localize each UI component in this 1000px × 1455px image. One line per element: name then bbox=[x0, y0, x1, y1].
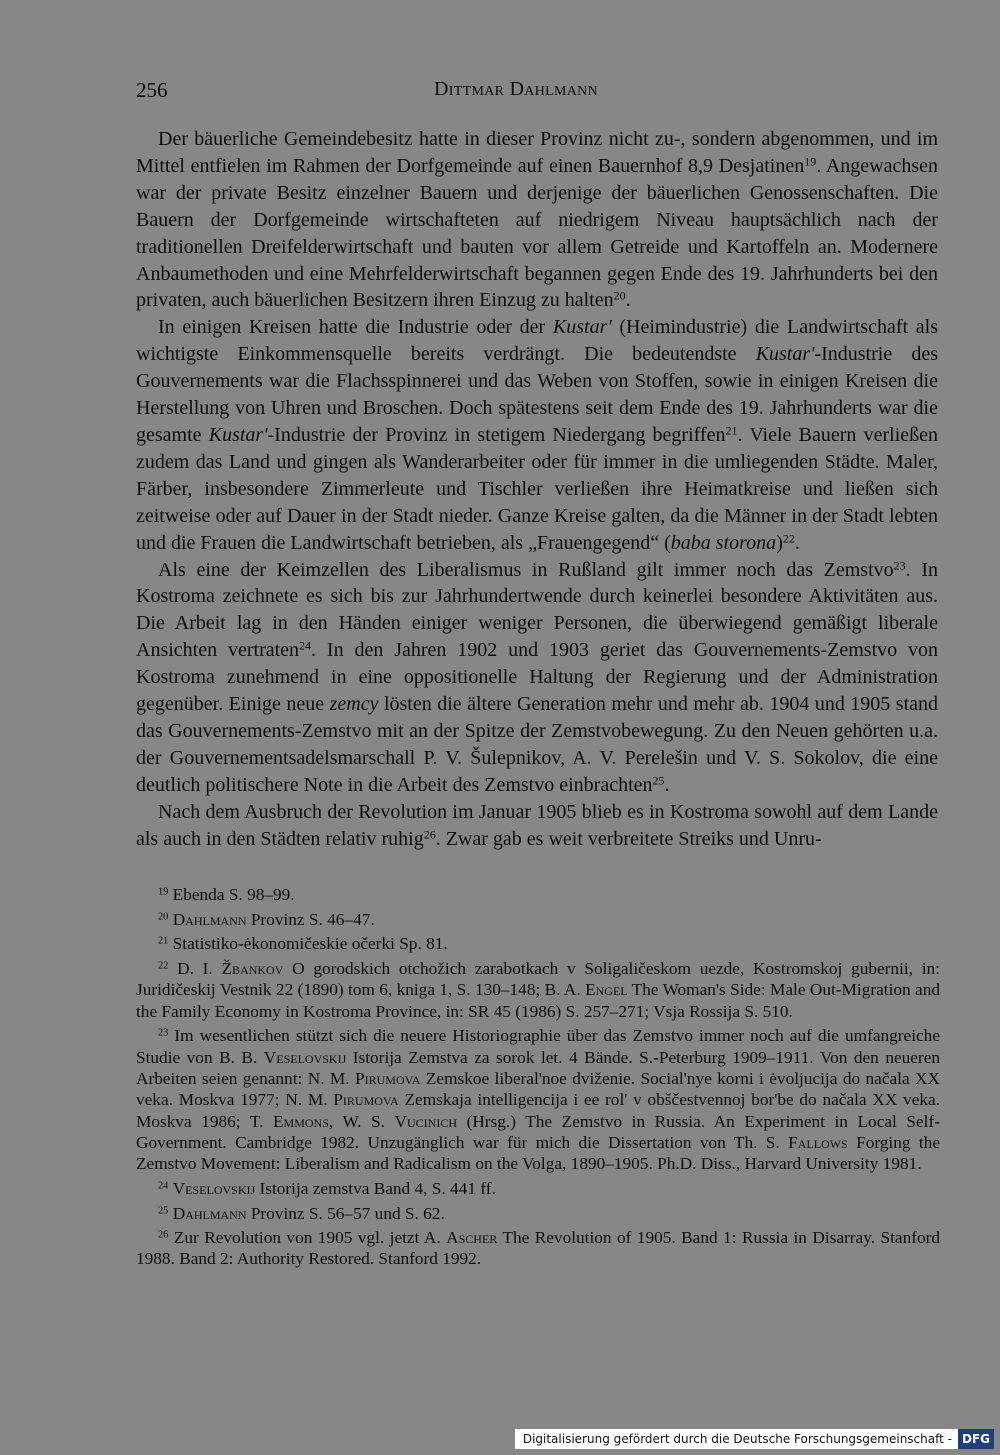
footnote-ref[interactable]: 21 bbox=[725, 423, 738, 438]
dfg-logo[interactable]: DFG bbox=[958, 1429, 994, 1449]
footnotes bbox=[136, 884, 940, 1273]
footnote-26: $^{26}$ Zur Revolution von 1905 vgl. jetzt A. Ascher The Revolution of 1905. Band 1: Russia in Disarray. Stanford 1988. Band 2: Authority Restored. Stanford 1992. bbox=[136, 1228, 941, 1269]
footnote-ref[interactable]: 24 bbox=[299, 638, 312, 653]
footnote-ref[interactable]: 23 bbox=[893, 557, 906, 572]
paragraph: Nach dem Ausbruch der Revolution im Januar 1905 blieb es in Kostroma sowohl auf dem Lande als auch in den Städten relativ ruhig$^{26}$. Zwar gab es weit verbreitete Streiks und Unru- bbox=[136, 800, 938, 850]
footnote-ref[interactable]: 22 bbox=[782, 531, 795, 545]
footnote-21: $^{21}$ Statistiko-ėkonomičeskie očerki Sp. 81. bbox=[158, 934, 448, 954]
footnote-ref[interactable]: 25 bbox=[652, 773, 665, 788]
paragraph: Als eine der Keimzellen des Liberalismus in Rußland gilt immer noch das Zemstvo$^{23}$. In Kostroma zeichnete es sich bis zur Jahrhundertwende durch keinerlei besondere Aktivitäten aus. Die Arbeit lag in den Händen einiger weniger Personen, die überwiegend gemäßigt liberale Ansichten vertraten$^{24}$. In den Jahren 1902 und 1903 geriet das Gouvernements-Zemstvo von Kostroma zunehmend in eine oppositionelle Haltung der Regierung und der Administration gegenüber. Einige neue zemcy lösten die ältere Generation mehr und mehr ab. 1904 und 1905 stand das Gouvernements-Zemstvo mit an der Spitze der Zemstvobewegung. Zu den Neuen gehörten u.a. der Gouvernementsadelsmarschall P. V. Šulepnikov, A. V. Perelešin und V. S. Sokolov, die eine deutlich politischere Note in die Arbeit des Zemstvo einbrachten$^{25}$. bbox=[136, 557, 938, 796]
paragraph: Der bäuerliche Gemeindebesitz hatte in dieser Provinz nicht zu-, sondern abgenommen, und im Mittel entfielen im Rahmen der Dorfgemeinde auf einen Bauernhof 8,9 Desjatinen$^{19}$. Angewachsen war der private Besitz einzelner Bauern und derjenige der bäuerlichen Genossenschaften. Die Bauern der Dorfgemeinde wirtschafteten auf niedrigem Niveau hauptsächlich nach der traditionellen Dreifelderwirtschaft und bauten vor allem Getreide und Kartoffeln an. Modernere Anbaumethoden und eine Mehrfelderwirtschaft begannen gegen Ende des 19. Jahrhunderts bei den privaten, auch bäuerlichen Besitzern ihren Einzug zu halten$^{20}$. bbox=[136, 128, 939, 312]
digitization-footer bbox=[515, 1429, 994, 1449]
footnote-22: $^{22}$ D. I. Žbankov O gorodskich otchožich zarabotkach v Soligaličeskom uezde, Kostromskoj gubernii, in: Juridičeskij Vestnik 22 (1890) tom 6, kniga 1, S. 130–148; B. A. Engel The Woman's Side: Male Out-Migration and the Family Economy in Kostroma Province, in: SR 45 (1986) S. 257–271; Vsja Rossija S. 510. bbox=[136, 959, 940, 1021]
footnote-ref[interactable]: 26 bbox=[423, 826, 436, 841]
footnote-19: $^{19}$ Ebenda S. 98–99. bbox=[158, 885, 295, 904]
page-number: 256 bbox=[136, 78, 168, 102]
footnote-ref[interactable]: 20 bbox=[613, 288, 626, 303]
footnote-25: $^{25}$ Dahlmann Provinz S. 56–57 und S. 62. bbox=[158, 1203, 445, 1223]
footnote-23: $^{23}$ Im wesentlichen stützt sich die neuere Historiographie über das Zemstvo immer noch auf die umfangreiche Studie von B. B. Veselovskij Istorija Zemstva za sorok let. 4 Bände. S.-Peterburg 1909–1911. Von den neueren Arbeiten seien genannt: N. M. Pirumova Zemskoe liberal'noe dviženie. Social'nye korni i ėvoljucija do načala XX veka. Moskva 1977; N. M. Pirumova Zemskaja intelligencija i ee rol' v obščestvennoj bor'be do načala XX veka. Moskva 1986; T. Emmons, W. S. Vucinich (Hrsg.) The Zemstvo in Russia. An Experiment in Local Self-Government. Cambridge 1982. Unzugänglich war für mich die Dissertation von Th. S. Fallows Forging the Zemstvo Movement: Liberalism and Radicalism on the Volga, 1890–1905. Ph.D. Diss., Harvard University 1981. bbox=[136, 1026, 941, 1174]
paragraph: In einigen Kreisen hatte die Industrie oder der Kustar' (Heimindustrie) die Landwirtschaft als wichtigste Einkommensquelle bereits verdrängt. Die bedeutendste Kustar'-Industrie des Gouvernements war die Flachsspinnerei und das Weben von Stoffen, sowie in einigen Kreisen die Herstellung von Uhren und Broschen. Doch spätestens seit dem Ende des 19. Jahrhunderts war die gesamte Kustar'-Industrie der Provinz in stetigem Niedergang begriffen$^{21}$. Viele Bauern verließen zudem das Land und gingen als Wanderarbeiter oder für immer in die umliegenden Städte. Maler, Färber, insbesondere Zimmerleute und Tischler verließen ihre Heimatkreise und ließen sich zeitweise oder auf Dauer in der Stadt nieder. Ganze Kreise galten, da die Männer in der Stadt lebten und die Frauen die Landwirtschaft betrieben, als „Frauengegend“ (baba storona)$^{22}$. bbox=[136, 316, 939, 554]
main-text bbox=[136, 126, 938, 852]
footnote-24: $^{24}$ Veselovskij Istorija zemstva Band 4, S. 441 ff. bbox=[158, 1178, 496, 1198]
running-head-author: Dittmar Dahlmann bbox=[434, 78, 598, 100]
digitization-note: Digitalisierung gefördert durch die Deutsche Forschungsgemeinschaft - bbox=[522, 1432, 952, 1446]
footnote-20: $^{20}$ Dahlmann Provinz S. 46–47. bbox=[158, 909, 375, 929]
footnote-ref[interactable]: 19 bbox=[804, 154, 817, 169]
running-head bbox=[136, 78, 936, 106]
